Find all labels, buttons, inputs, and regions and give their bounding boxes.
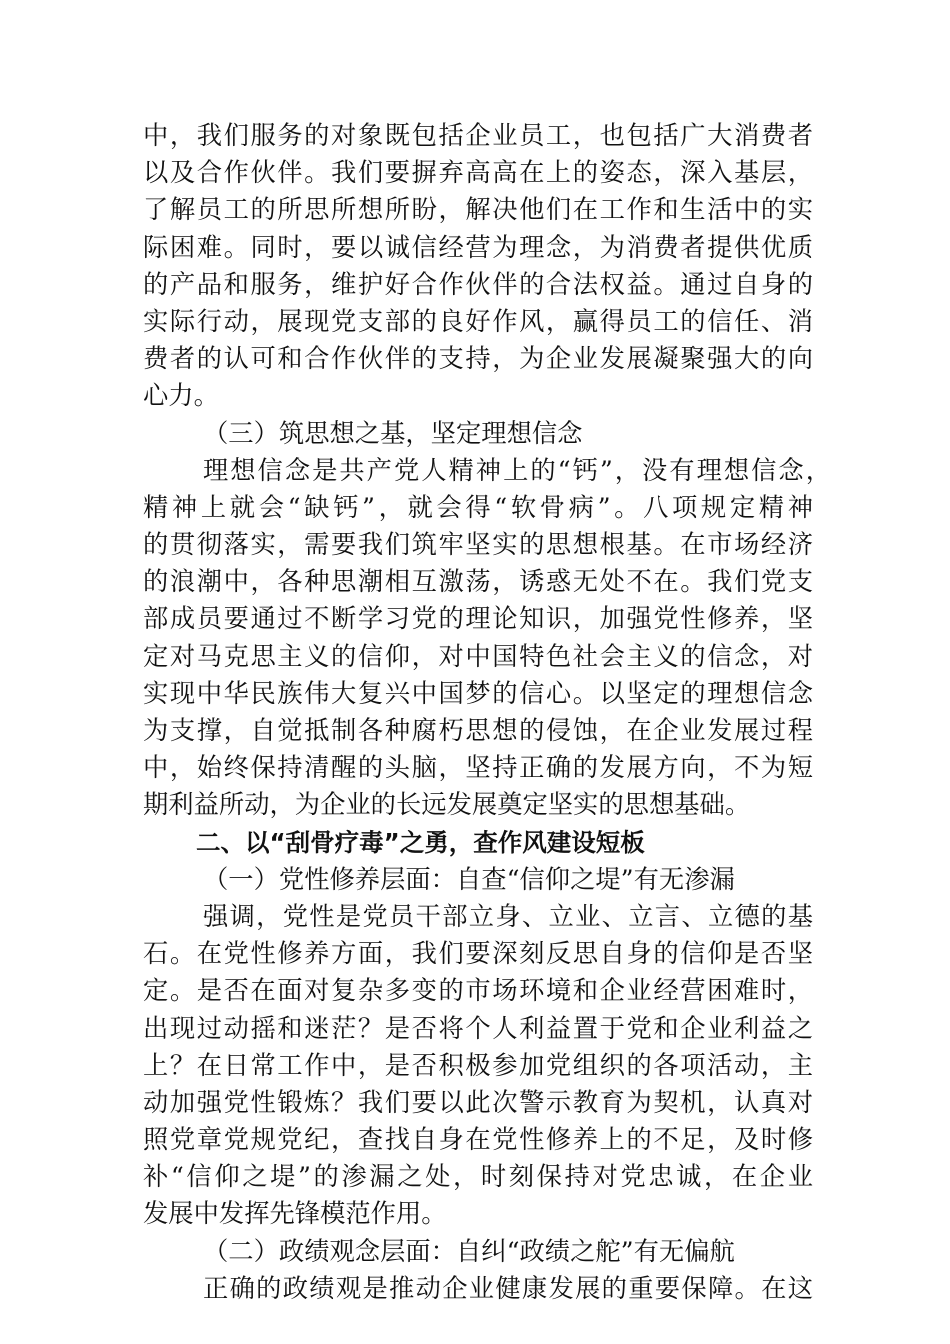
body-line: 中，我们服务的对象既包括企业员工，也包括广大消费者 [143,121,813,150]
document-page [143,117,831,1307]
body-line: 的贯彻落实，需要我们筑牢坚实的思想根基。在市场经济 [143,530,813,560]
subsection-heading: （一）党性修养层面：自查“信仰之堤”有无渗漏 [203,864,735,894]
body-line: 费者的认可和合作伙伴的支持，为企业发展凝聚强大的向 [143,344,813,374]
body-line: 定。是否在面对复杂多变的市场环境和企业经营困难时， [143,976,813,1006]
body-line: 正确的政绩观是推动企业健康发展的重要保障。在这 [203,1273,813,1303]
body-line: 部成员要通过不断学习党的理论知识，加强党性修养，坚 [143,604,813,634]
body-line: 强调，党性是党员干部立身、立业、立言、立德的基 [203,901,813,931]
subsection-heading: （二）政绩观念层面：自纠“政绩之舵”有无偏航 [203,1236,735,1266]
body-line: 的产品和服务，维护好合作伙伴的合法权益。通过自身的 [143,269,813,299]
body-line: 理想信念是共产党人精神上的“钙”，没有理想信念， [203,455,831,485]
section-heading: 二、以“刮骨疗毒”之勇，查作风建设短板 [196,827,645,857]
body-line: 为支撑，自觉抵制各种腐朽思想的侵蚀，在企业发展过程 [143,716,813,745]
body-line: 实现中华民族伟大复兴中国梦的信心。以坚定的理想信念 [143,678,813,708]
body-line: 了解员工的所思所想所盼，解决他们在工作和生活中的实 [143,195,813,225]
body-line: 心力。 [143,381,219,411]
subsection-heading: （三）筑思想之基，坚定理想信念 [203,418,583,448]
body-line: 出现过动摇和迷茫？是否将个人利益置于党和企业利益之 [143,1013,813,1043]
body-line: 定对马克思主义的信仰，对中国特色社会主义的信念，对 [143,641,813,671]
body-line: 补“信仰之堤”的渗漏之处，时刻保持对党忠诚，在企业 [143,1162,813,1192]
body-line: 际困难。同时，要以诚信经营为理念，为消费者提供优质 [143,232,813,262]
body-line: 实际行动，展现党支部的良好作风，赢得员工的信任、消 [143,306,813,336]
body-line: 照党章党规党纪，查找自身在党性修养上的不足，及时修 [143,1125,813,1155]
body-line: 发展中发挥先锋模范作用。 [143,1199,447,1229]
body-line: 以及合作伙伴。我们要摒弃高高在上的姿态，深入基层， [143,158,813,188]
body-line: 中，始终保持清醒的头脑，坚持正确的发展方向，不为短 [143,753,813,783]
body-line: 石。在党性修养方面，我们要深刻反思自身的信仰是否坚 [143,939,813,969]
body-line: 精神上就会“缺钙”，就会得“软骨病”。八项规定精神 [143,492,813,522]
body-line: 动加强党性锻炼？我们要以此次警示教育为契机，认真对 [143,1087,813,1117]
body-line: 期利益所动，为企业的长远发展奠定坚实的思想基础。 [143,790,751,820]
body-line: 上？在日常工作中，是否积极参加党组织的各项活动，主 [143,1050,813,1080]
body-line: 的浪潮中，各种思潮相互激荡，诱惑无处不在。我们党支 [143,567,813,597]
